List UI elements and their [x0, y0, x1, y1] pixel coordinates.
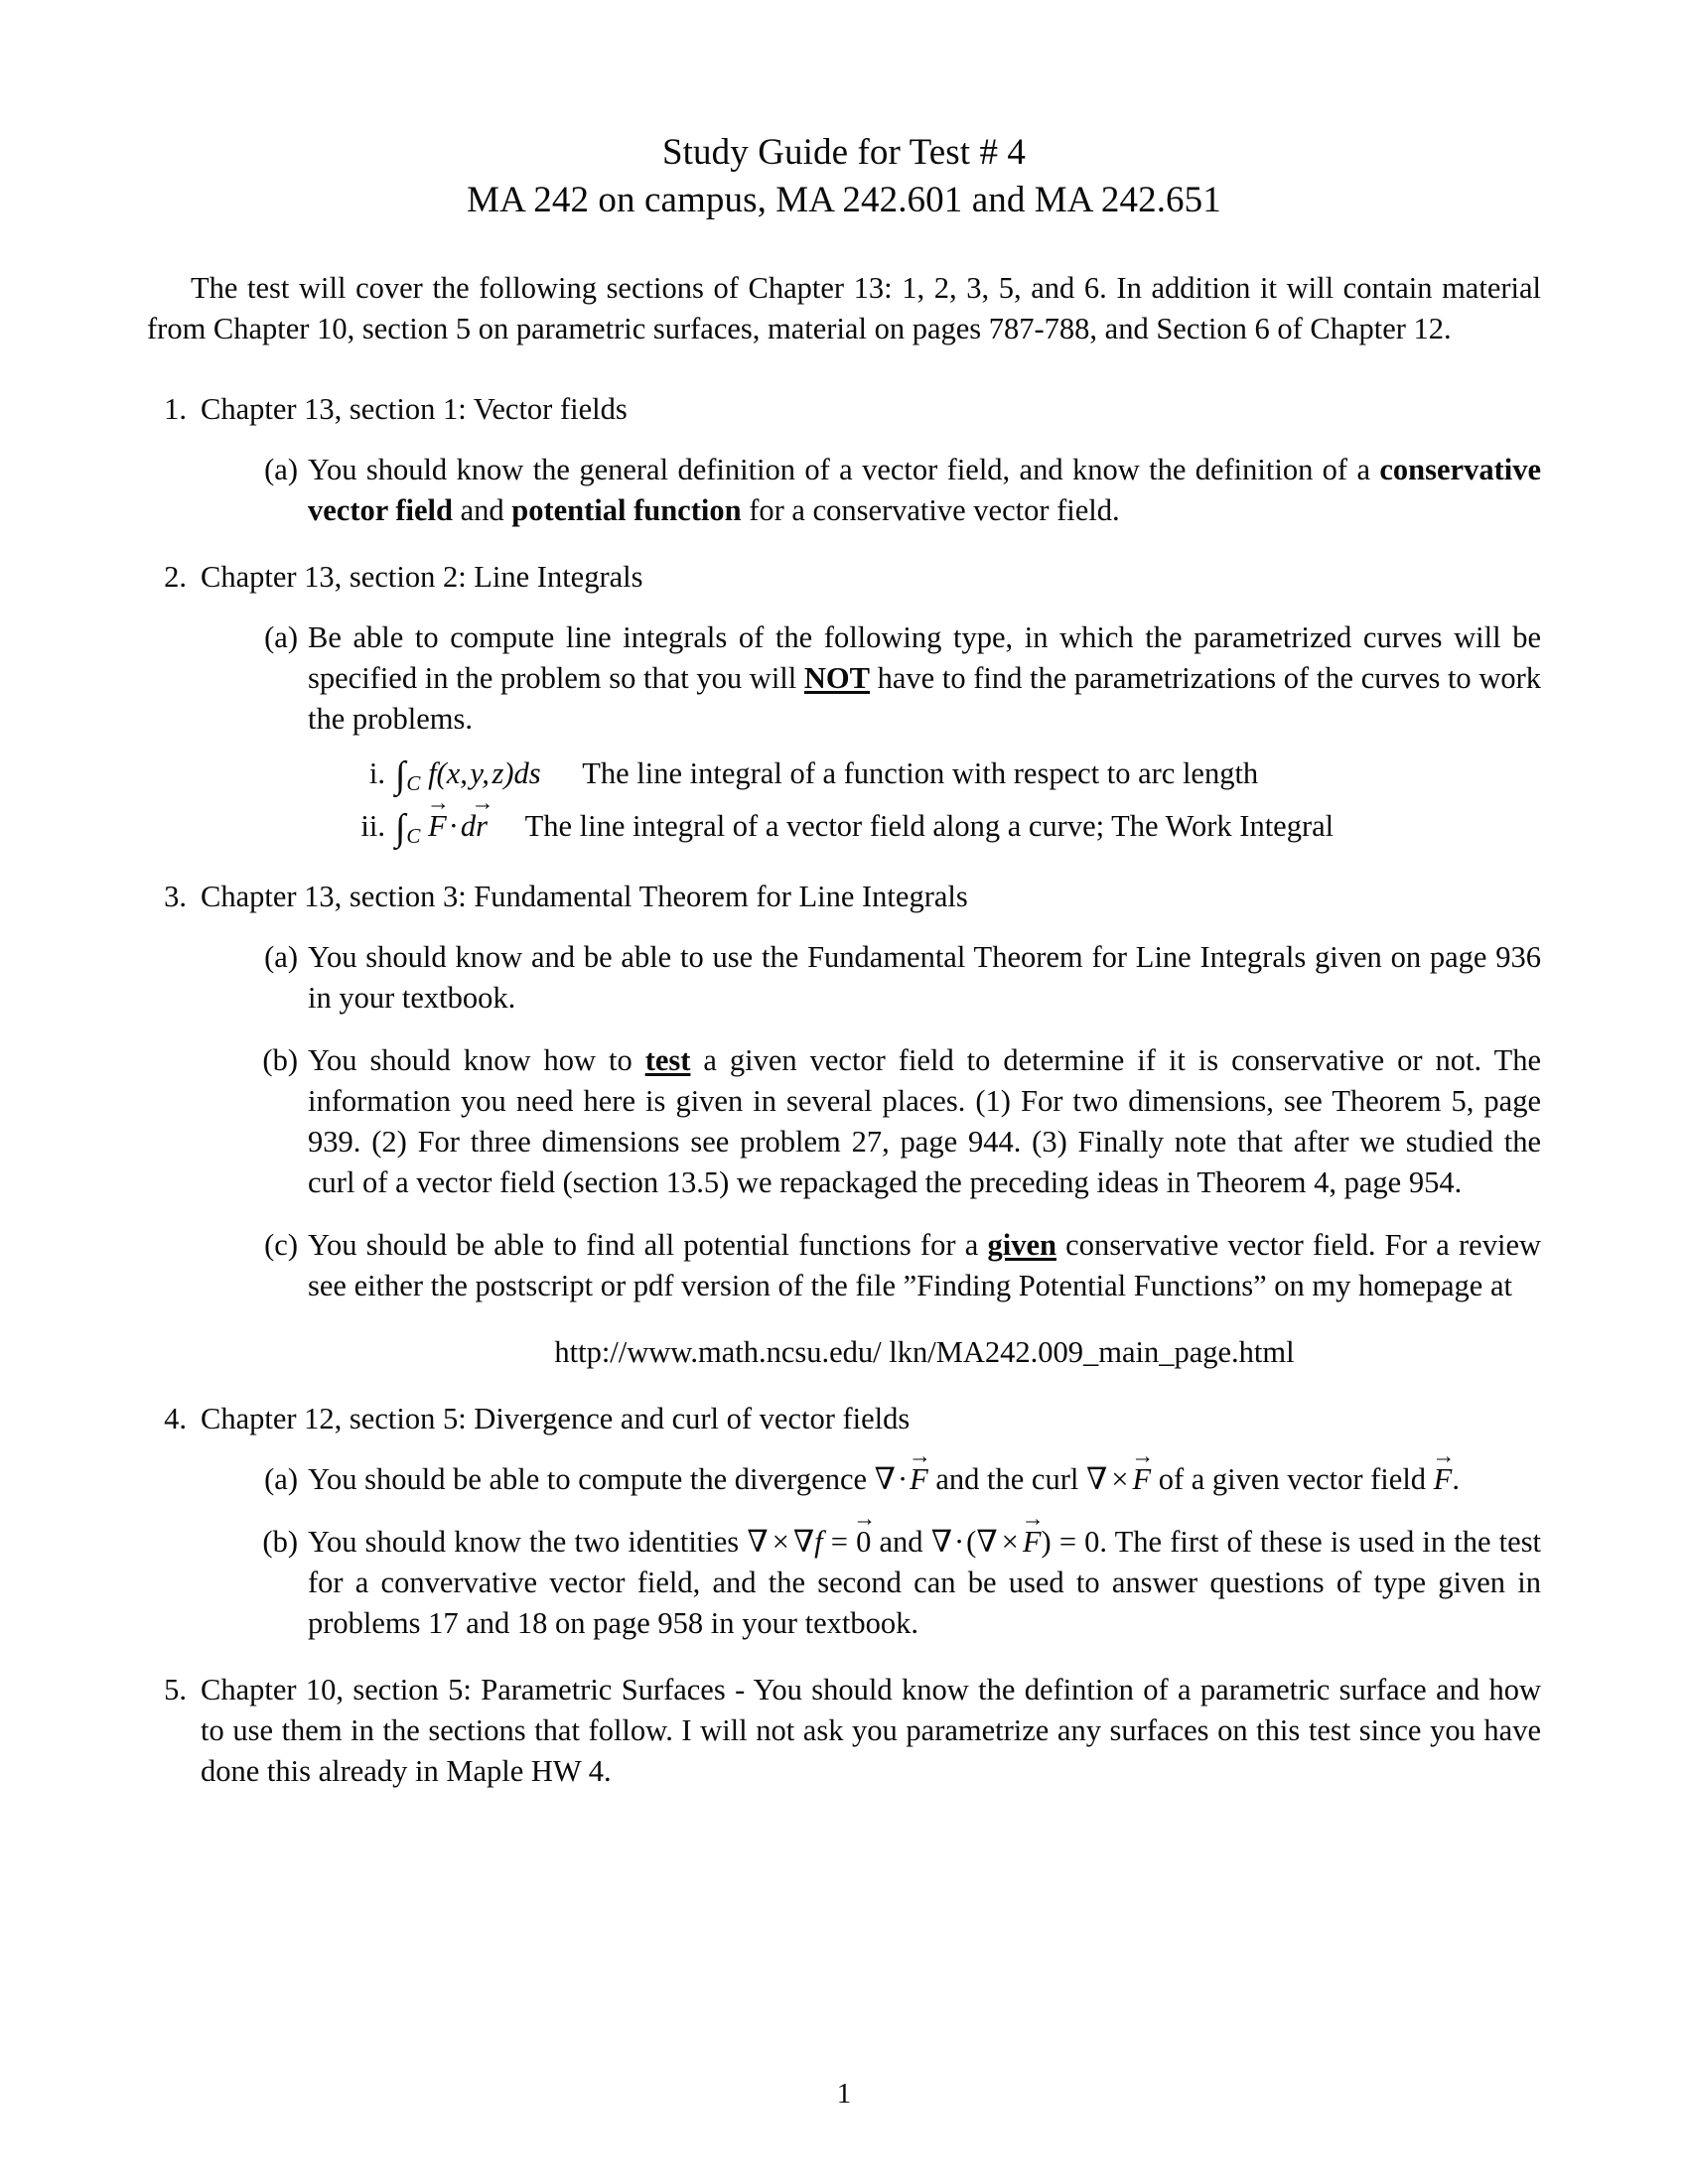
text-fragment: of a given vector field: [1151, 1461, 1434, 1496]
title-line-2: MA 242 on campus, MA 242.601 and MA 242.651: [467, 180, 1221, 221]
emphasis-test: test: [644, 1042, 691, 1077]
main-list: [147, 389, 1541, 1792]
list-item-1: [147, 389, 1541, 531]
list-item-2a-ii: [352, 790, 1541, 851]
item-marker: i.: [368, 756, 385, 791]
item-marker: (a): [264, 453, 298, 487]
math-divergence: ∇· → F: [874, 1442, 930, 1496]
bold-term-conservative-vector-field: conservative vector field: [308, 453, 1541, 528]
item-text: Chapter 13, section 2: Line Integrals: [201, 560, 643, 595]
item-marker: ii.: [360, 809, 385, 843]
item-text: [308, 1225, 1541, 1306]
item-marker: 2.: [164, 560, 187, 595]
text-fragment: a given vector field to determine if it is conservative or not. The information you need here is given in several places. (1) For two dimensions, see Theorem 5, page 939. (2) For three dimensions see problem 27, page 944. (3) Finally note that after we studied the curl of a vector field (section 13.5) we repackaged the preceding ideas in Theorem 4, page 954.: [308, 1042, 1541, 1199]
item-text: Chapter 13, section 3: Fundamental Theorem for Line Integrals: [201, 879, 968, 913]
item-marker: 3.: [164, 879, 187, 913]
item-marker: 1.: [164, 392, 187, 427]
item-marker: 4.: [164, 1401, 187, 1435]
item-marker: (a): [264, 1461, 298, 1496]
list-item-1a: [252, 450, 1541, 531]
sublist-2a-roman: [308, 753, 1541, 850]
math-description: The line integral of a function with respect to arc length: [582, 756, 1259, 791]
math-identity-curl-grad: ∇ × ∇f = → 0: [747, 1505, 876, 1559]
text-fragment: You should be able to compute the divergence: [308, 1461, 875, 1496]
item-marker: (b): [262, 1042, 298, 1077]
sublist-2: [201, 617, 1541, 850]
page-title: [147, 129, 1541, 224]
sublist-4: [201, 1442, 1542, 1644]
text-fragment: for a conservative vector field.: [741, 493, 1120, 528]
item-text: Chapter 12, section 5: Divergence and curl of vector fields: [201, 1401, 911, 1435]
math-description: The line integral of a vector field along a curve; The Work Integral: [524, 809, 1335, 843]
text-fragment: . The first of these is used in the test for a convervative vector field, and the second can be used to answer questions of type given in problems 17 and 18 on page 958 in your textbook.: [308, 1524, 1542, 1640]
page-number: 1: [836, 2078, 852, 2110]
math-curl: ∇ × → F: [1085, 1442, 1154, 1496]
item-text: [308, 450, 1541, 531]
text-fragment: You should know the general definition of a vector field, and know the definition of a: [308, 453, 1380, 487]
list-item-3c: [252, 1225, 1541, 1373]
list-item-4: [147, 1399, 1541, 1644]
title-line-1: Study Guide for Test # 4: [661, 132, 1027, 173]
item-marker: (a): [264, 939, 298, 974]
list-item-2a: [252, 617, 1541, 850]
list-item-3b: [252, 1040, 1541, 1203]
math-line-integral-vector: $\int_C$ → F·d → r: [395, 790, 493, 849]
item-text: [308, 1442, 1541, 1500]
sublist-1: [201, 450, 1541, 531]
item-text: [308, 617, 1541, 740]
text-fragment: have to find the parametrizations of the curves to work the problems.: [308, 661, 1541, 737]
item-text: [308, 1040, 1541, 1203]
list-item-3a: [252, 937, 1541, 1019]
text-fragment: You should know how to: [308, 1042, 645, 1077]
bold-term-potential-function: potential function: [511, 493, 742, 528]
text-fragment: .: [1452, 1461, 1460, 1496]
sublist-3: [201, 937, 1541, 1373]
item-marker: (b): [262, 1524, 298, 1559]
text-fragment: and: [452, 493, 512, 528]
math-identity-div-curl: ∇·(∇ × → F) = 0: [930, 1505, 1100, 1559]
math-vector-field-F: → F: [1432, 1442, 1455, 1496]
math-line-integral-scalar: $\int_C$ f(x, y, z)ds: [395, 754, 541, 797]
list-item-2a-i: [352, 753, 1541, 798]
item-marker: (a): [264, 620, 298, 655]
item-text: [308, 1505, 1542, 1644]
text-fragment: You should know the two identities: [308, 1524, 748, 1559]
text-fragment: You should be able to find all potential functions for a: [308, 1227, 988, 1262]
text-fragment: conservative vector field. For a review see either the postscript or pdf version of the file ”Finding Potential Functions” on my homepage at: [308, 1227, 1542, 1302]
list-item-2: [147, 557, 1541, 850]
list-item-4a: [252, 1442, 1541, 1500]
emphasis-given: given: [987, 1227, 1056, 1262]
list-item-4b: [252, 1505, 1542, 1644]
text-fragment: and: [871, 1524, 931, 1559]
item-text: Chapter 10, section 5: Parametric Surfaces - You should know the defintion of a parametric surface and how to use them in the sections that follow. I will not ask you parametrize any surfaces on this test since you have done this already in Maple HW 4.: [201, 1672, 1541, 1788]
list-item-5: [147, 1670, 1541, 1792]
homepage-url[interactable]: http://www.math.ncsu.edu/ lkn/MA242.009_main_page.html: [554, 1334, 1295, 1369]
item-text: You should know and be able to use the Fundamental Theorem for Line Integrals given on page 936 in your textbook.: [308, 939, 1541, 1015]
emphasis-not: NOT: [803, 661, 870, 696]
item-text: Chapter 13, section 1: Vector fields: [201, 392, 628, 427]
intro-paragraph: The test will cover the following sections of Chapter 13: 1, 2, 3, 5, and 6. In addition it will contain material from Chapter 10, section 5 on parametric surfaces, material on pages 787-788, and Section 6 of Chapter 12.: [147, 271, 1541, 346]
text-fragment: Be able to compute line integrals of the following type, in which the parametrized curves will be specified in the problem so that you will: [308, 620, 1541, 696]
item-marker: (c): [264, 1227, 298, 1262]
list-item-3: [147, 877, 1541, 1373]
item-marker: 5.: [164, 1672, 187, 1706]
text-fragment: and the curl: [927, 1461, 1086, 1496]
